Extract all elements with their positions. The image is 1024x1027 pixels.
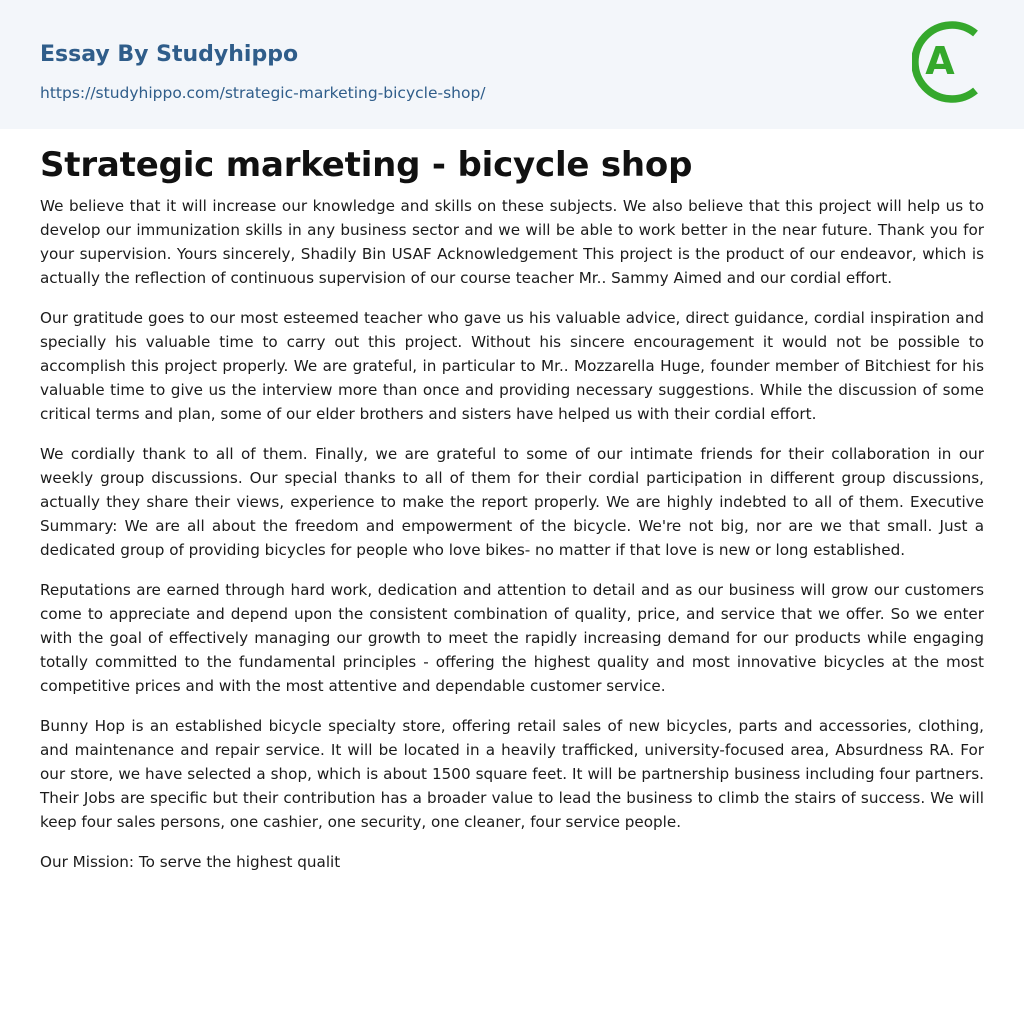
logo-letter: A [925, 39, 955, 83]
article-body [40, 194, 984, 890]
article-paragraph: Reputations are earned through hard work, dedication and attention to detail and as our business will grow our customers come to appreciate and depend upon the consistent combination of quality, price, and service that we offer. So we enter with the goal of effectively managing our growth to meet the rapidly increasing demand for our products while engaging totally committed to the fundamental principles - offering the highest quality and most innovative bicycles at the most competitive prices and with the most attentive and dependable customer service. [40, 581, 984, 695]
site-header [0, 0, 1024, 129]
article-paragraph: Our Mission: To serve the highest qualit [40, 853, 341, 871]
article-paragraph: Bunny Hop is an established bicycle specialty store, offering retail sales of new bicycles, parts and accessories, clothing, and maintenance and repair service. It will be located in a heavily trafficked, university-focused area, Absurdness RA. For our store, we have selected a shop, which is about 1500 square feet. It will be partnership business including four partners. Their Jobs are specific but their contribution has a broader value to lead the business to climb the stairs of success. We will keep four sales persons, one cashier, one security, one cleaner, four service people. [40, 717, 984, 831]
article-paragraph: We cordially thank to all of them. Finally, we are grateful to some of our intimate friends for their collaboration in our weekly group discussions. Our special thanks to all of them for their cordial participation in different group discussions, actually they share their views, experience to make the report properly. We are highly indebted to all of them. Executive Summary: We are all about the freedom and empowerment of the bicycle. We're not big, nor are we that small. Just a dedicated group of providing bicycles for people who love bikes- no matter if that love is new or long established. [40, 445, 984, 559]
site-brand[interactable]: Essay By Studyhippo [40, 42, 299, 67]
page-title: Strategic marketing - bicycle shop [40, 145, 693, 185]
article-url-link[interactable]: https://studyhippo.com/strategic-marketing-bicycle-shop/ [40, 84, 486, 102]
article-paragraph: We believe that it will increase our knowledge and skills on these subjects. We also believe that this project will help us to develop our immunization skills in any business sector and we will be able to work better in the near future. Thank you for your supervision. Yours sincerely, Shadily Bin USAF Acknowledgement This project is the product of our endeavor, which is actually the reflection of continuous supervision of our course teacher Mr.. Sammy Aimed and our cordial effort. [40, 197, 984, 287]
studyhippo-logo-icon[interactable] [912, 19, 986, 105]
article-paragraph: Our gratitude goes to our most esteemed teacher who gave us his valuable advice, direct guidance, cordial inspiration and specially his valuable time to carry out this project. Without his sincere encouragement it would not be possible to accomplish this project properly. We are grateful, in particular to Mr.. Mozzarella Huge, founder member of Bitchiest for his valuable time to give us the interview more than once and providing necessary suggestions. While the discussion of some critical terms and plan, some of our elder brothers and sisters have helped us with their cordial effort. [40, 309, 984, 423]
